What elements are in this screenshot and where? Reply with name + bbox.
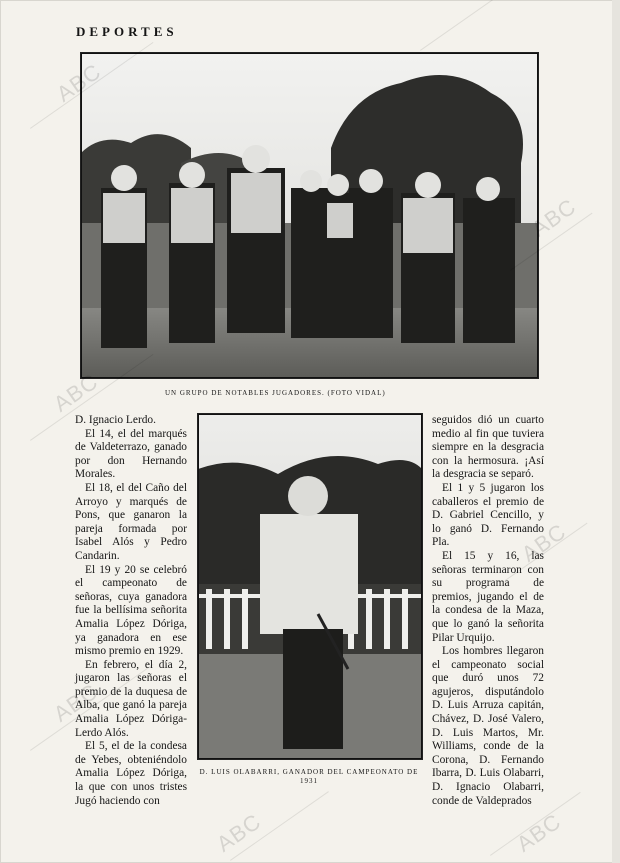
paragraph: El 1 y 5 jugaron los caballeros el premio de D. Gabriel Cencillo, y lo ganó D. Fernando Pla.	[432, 481, 544, 549]
group-photo-image	[81, 53, 538, 378]
watermark: ABC	[51, 58, 106, 107]
paragraph: En febrero, el día 2, jugaron las señoras el premio de la duquesa de Alba, que ganó la pareja Amalia López Dóriga-Lerdo Alós.	[75, 658, 187, 739]
section-header: DEPORTES	[76, 24, 178, 39]
watermark: ABC	[526, 193, 581, 242]
watermark: ABC	[48, 678, 103, 727]
paragraph: D. Ignacio Lerdo.	[75, 414, 156, 426]
watermark: ABC	[516, 518, 571, 567]
watermark: ABC	[511, 808, 566, 857]
watermark: ABC	[211, 808, 266, 857]
group-photo	[80, 52, 539, 379]
paragraph: El 19 y 20 se celebró el campeonato de señoras, cuya ganadora fue la bellísima señorita Amalia López Dóriga, ya ganadora en ese mismo premio en 1929.	[75, 563, 187, 658]
paragraph: El 14, el del marqués de Valdeterrazo, ganado por don Hernando Morales.	[75, 427, 187, 481]
group-photo-caption: UN GRUPO DE NOTABLES JUGADORES. (FOTO VIDAL)	[165, 389, 386, 397]
paragraph: Los hombres llegaron el campeonato social que duró unos 72 agujeros, disputándolo D. Luis Arruza capitán, Chávez, D. José Valero, D. Luis Martos, Mr. Williams, conde de la Corona, D. Fernando Ibarra, D. Luis Olabarri, D. Ignacio Olabarri, conde de Valdeprados	[432, 645, 544, 807]
watermark: ABC	[48, 368, 103, 417]
text-column-left	[75, 414, 187, 808]
paragraph: seguidos dió un cuarto medio al fin que tuviera siempre en la desgracia con la hermosura. ¡Así la desgracia se separó.	[432, 414, 544, 481]
text-column-right	[432, 414, 544, 808]
paragraph: El 5, el de la condesa de Yebes, obteniéndolo Amalia López Dóriga, la que con unos tristes Jugó haciendo con	[75, 740, 187, 807]
paragraph: El 15 y 16, las señoras terminaron con su programa de premios, jugando el de la condesa de la Maza, que lo ganó la señorita Pilar Urquijo.	[432, 549, 544, 644]
portrait-photo-image	[198, 414, 422, 759]
paragraph: El 18, el del Caño del Arroyo y marqués de Pons, que ganaron la pareja formada por Isabel Alós y Pedro Candarin.	[75, 481, 187, 562]
portrait-photo	[197, 413, 423, 760]
page-edge	[612, 0, 620, 863]
portrait-photo-caption: D. LUIS OLABARRI, GANADOR DEL CAMPEONATO DE 1931	[199, 768, 419, 785]
